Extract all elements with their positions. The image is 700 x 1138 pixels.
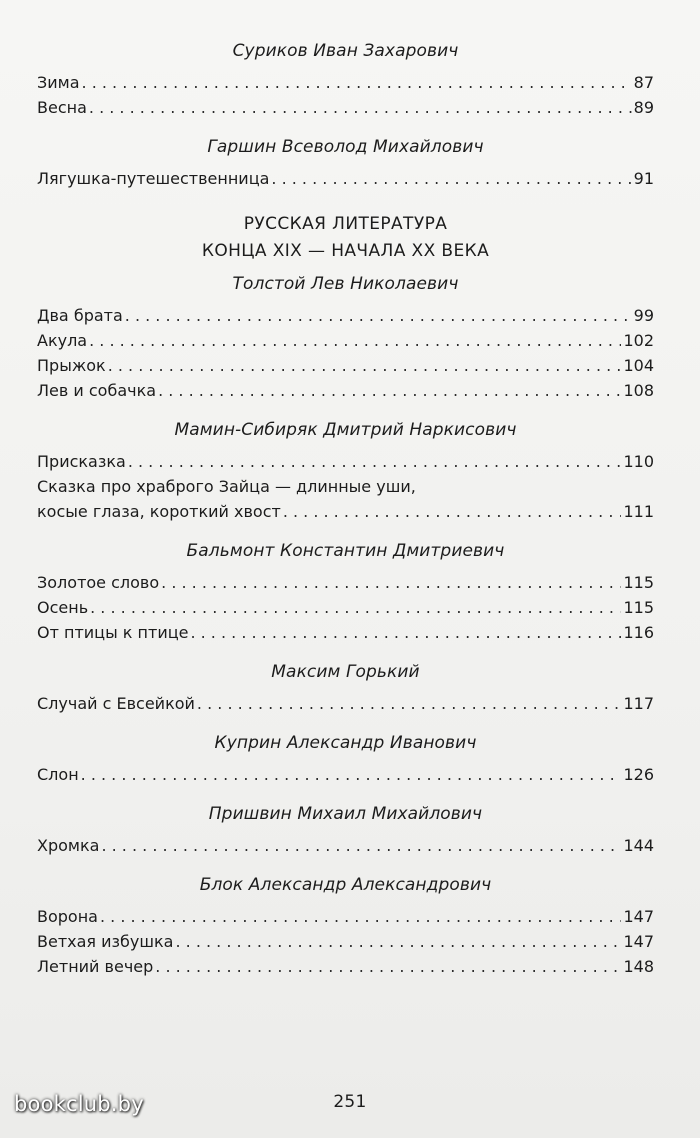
entry-page-number: 110 <box>623 452 654 471</box>
toc-entry <box>37 353 654 378</box>
entry-page-number: 148 <box>623 957 654 976</box>
dot-leader <box>89 95 632 120</box>
dot-leader <box>82 70 632 95</box>
section-heading-line1: РУССКАЯ ЛИТЕРАТУРА <box>243 214 448 234</box>
entry-page-number: 115 <box>623 598 654 617</box>
dot-leader <box>197 691 622 716</box>
entry-page-number: 91 <box>633 169 654 188</box>
entry-page-number: 111 <box>623 502 654 521</box>
toc-entry <box>37 620 654 645</box>
author-heading-gorky: Максим Горький <box>271 662 420 682</box>
page-number: 251 <box>333 1092 367 1112</box>
entry-title: Акула <box>37 331 88 350</box>
author-heading-balmont: Бальмонт Константин Дмитриевич <box>186 541 505 561</box>
watermark-logo: bookclub.by <box>14 1092 144 1116</box>
entry-page-number: 126 <box>623 765 654 784</box>
dot-leader <box>283 499 622 524</box>
section-heading-line2: КОНЦА XIX — НАЧАЛА XX ВЕКА <box>201 241 490 261</box>
entry-title-line1: Сказка про храброго Зайца — длинные уши, <box>37 477 416 496</box>
dot-leader <box>161 570 621 595</box>
toc-entry <box>37 762 654 787</box>
toc-entry <box>37 904 654 929</box>
entry-title: Осень <box>37 598 89 617</box>
toc-entry <box>37 95 654 120</box>
toc-entry <box>37 166 654 191</box>
toc-entry <box>37 449 654 474</box>
entry-page-number: 115 <box>623 573 654 592</box>
entry-title: Слон <box>37 765 79 784</box>
entry-title: Лев и собачка <box>37 381 157 400</box>
dot-leader <box>125 303 632 328</box>
toc-entry <box>37 328 654 353</box>
author-heading-surikov: Суриков Иван Захарович <box>232 41 459 61</box>
toc-entry <box>37 570 654 595</box>
entry-page-number: 89 <box>633 98 654 117</box>
toc-entry <box>37 954 654 979</box>
entry-title: Лягушка-путешественница <box>37 169 270 188</box>
toc-entry-multiline <box>37 474 654 524</box>
toc-entry <box>37 595 654 620</box>
dot-leader <box>128 449 622 474</box>
entry-title: Присказка <box>37 452 126 471</box>
author-heading-garshin: Гаршин Всеволод Михайлович <box>207 137 484 157</box>
toc-entry <box>37 70 654 95</box>
entry-page-number: 102 <box>623 331 654 350</box>
entry-title: Зима <box>37 73 80 92</box>
entry-page-number: 108 <box>623 381 654 400</box>
entry-title-line2: косые глаза, короткий хвост <box>37 502 281 521</box>
toc-entry <box>37 378 654 403</box>
entry-title: Золотое слово <box>37 573 160 592</box>
entry-title: Прыжок <box>37 356 106 375</box>
toc-entry <box>37 303 654 328</box>
entry-title: Весна <box>37 98 87 117</box>
entry-page-number: 104 <box>623 356 654 375</box>
author-heading-prishvin: Пришвин Михаил Михайлович <box>208 804 483 824</box>
dot-leader <box>90 595 621 620</box>
dot-leader <box>100 904 621 929</box>
toc-entry <box>37 691 654 716</box>
dot-leader <box>190 620 621 645</box>
entry-title: Ворона <box>37 907 98 926</box>
dot-leader <box>155 954 621 979</box>
entry-page-number: 147 <box>623 932 654 951</box>
entry-page-number: 117 <box>623 694 654 713</box>
entry-title: Хромка <box>37 836 100 855</box>
author-heading-blok: Блок Александр Александрович <box>199 875 492 895</box>
entry-title: От птицы к птице <box>37 623 189 642</box>
section-heading <box>37 211 654 265</box>
author-heading-mamin-sibiryak: Мамин-Сибиряк Дмитрий Наркисович <box>174 420 517 440</box>
dot-leader <box>89 328 621 353</box>
toc-entry <box>37 929 654 954</box>
entry-title: Ветхая избушка <box>37 932 174 951</box>
entry-title: Случай с Евсейкой <box>37 694 195 713</box>
toc-entry <box>37 833 654 858</box>
author-heading-tolstoy: Толстой Лев Николаевич <box>232 274 459 294</box>
entry-page-number: 144 <box>623 836 654 855</box>
dot-leader <box>101 833 621 858</box>
dot-leader <box>175 929 621 954</box>
dot-leader <box>271 166 631 191</box>
entry-page-number: 147 <box>623 907 654 926</box>
dot-leader <box>81 762 622 787</box>
author-heading-kuprin: Куприн Александр Иванович <box>214 733 477 753</box>
entry-page-number: 99 <box>633 306 654 325</box>
entry-page-number: 87 <box>633 73 654 92</box>
entry-title: Два брата <box>37 306 123 325</box>
table-of-contents <box>37 40 654 979</box>
dot-leader <box>108 353 622 378</box>
dot-leader <box>158 378 621 403</box>
entry-title: Летний вечер <box>37 957 154 976</box>
entry-page-number: 116 <box>623 623 654 642</box>
